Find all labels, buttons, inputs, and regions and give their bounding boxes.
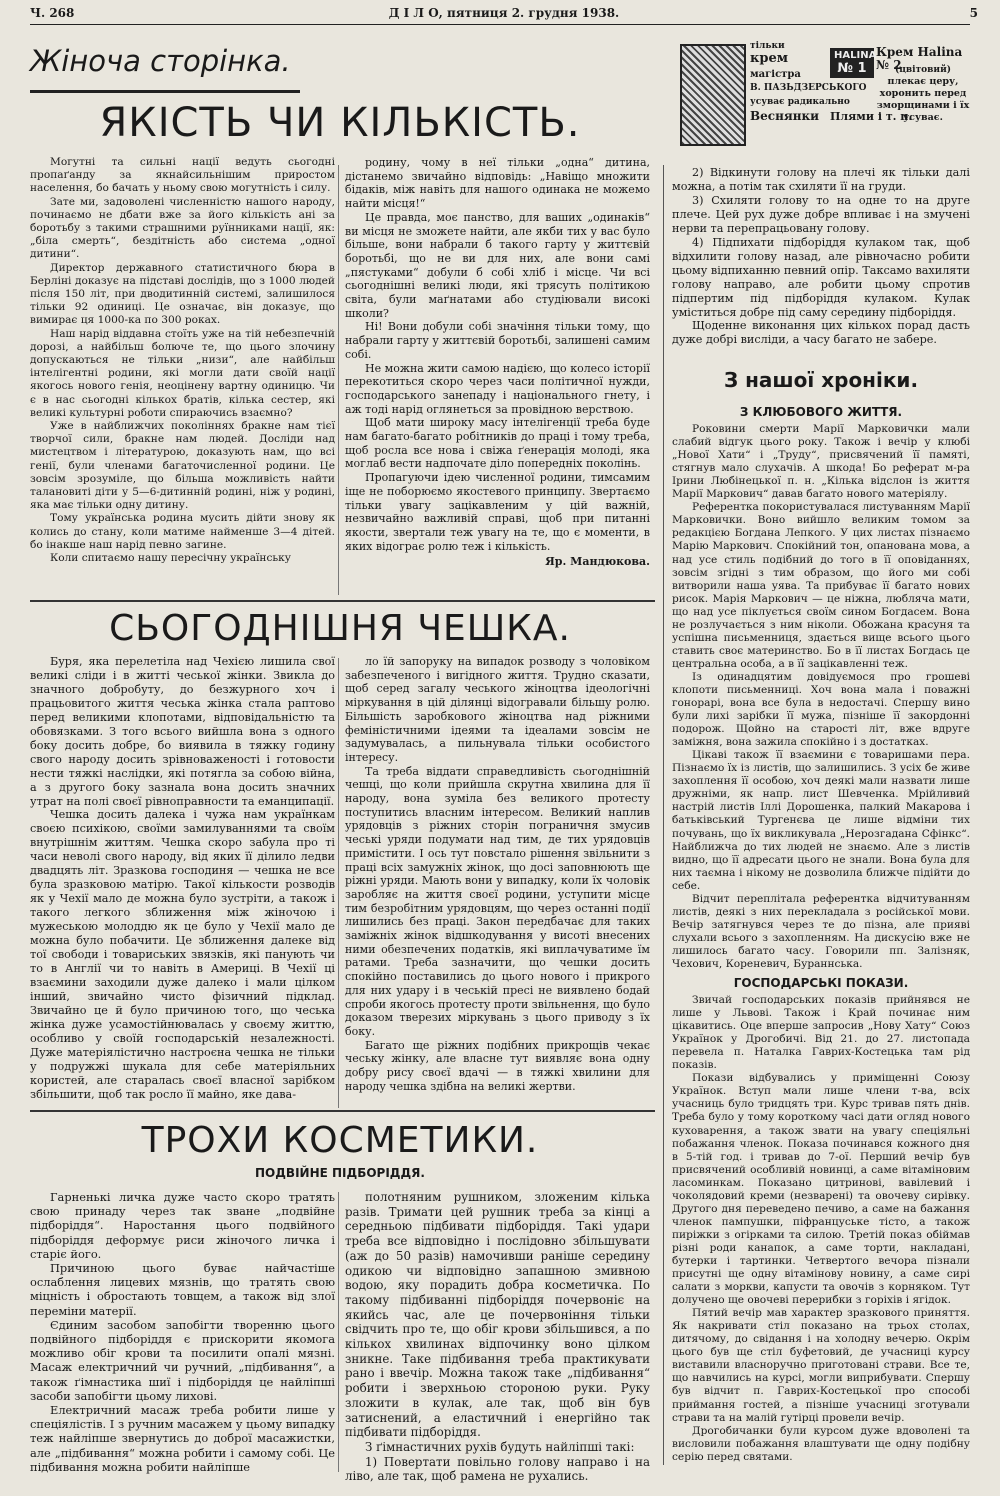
article2-paragraph: Буря, яка перелетіла над Чехією лишила свої великі сліди і в житті чеської жінки. Звикла до значного добробуту, до безжурного хоч і працьовитого життя чеська жінка стала раптово перед великими клопотами, відповідальністю та обовязками. З того всього вийшла вона з одного боку досить добре, бо виявила в тяжку годину свого народу досить зрівноваженості і готовости нести тяжкі наслідки, які потягла за собою війна, а з другого боку зазнала вона досить значних утрат на полі своєї рівноправности та еманципації. (30, 655, 335, 808)
page-number: 5 (969, 6, 978, 20)
article2-col2 (345, 655, 650, 1094)
woman-face-illustration (680, 44, 746, 146)
article2-col1 (30, 655, 335, 1102)
masthead-rule (30, 24, 970, 25)
column-rule (338, 165, 339, 595)
article3-paragraph: полотняним рушником, зложеним кілька разів. Тримати цей рушник треба за кінці а середньою підбивати підборіддя. Такі удари треба все відповідно і послідовно збільшувати (аж до 50 разів) намочивши раніше середину одикою чи відповідно запашною змивною водою, яку порадить добра косметичка. По такому підбиванні підборіддя почервоніє на якийсь час, але це почервоніння тільки свідчить про те, що обіг крови збільшився, а по кількох хвилинах відпочинку воно цілком зникне. Таке підбивання треба практикувати рано і ввечір. Можна також таке „підбивання“ робити і зверхньою стороною руки. Руку зложити в кулак, але так, щоб він був затиснений, а еластичний і енергійно так підбивати підборіддя. (345, 1190, 650, 1440)
article1-paragraph: Пропагуючи ідею численної родини, тимсамим іще не поборюємо якостевого принципу. Звертаємо тільки увагу зацікавленим у цій важній, незвичайно важливій справі, щоб при питанні якости, звертали теж увагу на те, що є моменти, в яких відограє ролю теж і кількість. (345, 471, 650, 553)
article1-paragraph: родину, чому в неї тільки „одна“ дитина, дістанемо звичайно відповідь: „Навіщо множити бідаків, між навіть для нашого одинака не можемо найти місця!“ (345, 156, 650, 211)
article3-col1 (30, 1190, 335, 1474)
chronicle-paragraph: Дрогобичанки були курсом дуже вдоволені та висловили побажання влаштувати ще одну подібну серію перед святами. (672, 1424, 970, 1463)
chronicle-paragraph: Цікаві також її взаємини є товаришами пера. Пізнаємо їх із листів, що залишились. З усіх бе живе захоплення її особою, хоч деякі мали назвати лише дружніми, як напр. лист Шевченка. Мрійливий настрій листів Іллі Дорошенка, палкий Макарова і батьківський Тургенєва це лише відміни тих почувань, що їх викликувала „Нерозгадана Сфінкс“. Найближча до тих людей не знаємо. Але з листів видно, що її адресати цього не знали. Вона була для них таємна і нікому не дозволила ближче підійти до себе. (672, 749, 970, 892)
ad-magistra: магістра (750, 69, 801, 80)
exercise-item: 3) Схиляти голову то на одне то на друге плече. Цей рух дуже добре впливає і на змучені нерви та перепрацьовану голову. (672, 193, 970, 235)
ad-only: тільки (750, 41, 785, 51)
article1-signature: Яр. Мандюкова. (545, 555, 650, 569)
chronicle-subhead-econ: ГОСПОДАРСЬКІ ПОКАЗИ. (733, 976, 909, 991)
article3-paragraph: 1) Повертати повільно голову направо і на ліво, але так, щоб рамена не рухались. (345, 1454, 650, 1484)
article1-paragraph: Могутні та сильні нації ведуть сьогодні пропаґанду за якнайсильнішим приростом населення, бо бачать у ньому свою могутність і силу. (30, 156, 335, 195)
halina-cream-ad (680, 40, 970, 152)
chronicle-paragraph: Покази відбувались у приміщенні Союзу Українок. Вступ мали лише члени т-ва, всіх учасниць було тридцять три. Курс тривав пять днів. Треба було у тому короткому часі дати огляд нового куховарення, а також звати на увагу спеціяльні побажання членок. Показа починався кожного дня в 5-тій год. і тривав до 7-ої. Перший вечір був присвячений особливій новинці, а саме вітаміновим ласоминкам. Показано цитринові, вавілевий і чоколядовий креми (незварені) та овочеву сирівку. Другого дня переведено печиво, а саме на бажання членок пампушки, піфранцуське тісто, а також пиріжки з огірками та силою. Третій показ обіймав різні роди канапок, а саме торти, накладані, бутерки і тартинки. Четвертого вечора пізнали присутні ще одну вітамінову новину, а саме сирі салати з моркви, капусти та овочів з корняком. Тут долучено ще овочеві перерибки з горіхів і ягідок. (672, 1072, 970, 1307)
ad-krem2-text: плекає церу, хоронить перед зморщинами і їх усуває. (876, 76, 970, 123)
article2-paragraph: Чешка досить далека і чужа нам українкам своєю психікою, своїми замилуваннями та своїм внутрішнім життям. Чешка скоро забула про ті часи неволі свого народу, від яких її ділило ледви двадцять літ. Зразкова господиня — чешка не все була зразковою матірю. Такої кількости розводів як у Чехії мало де можна було зустріти, а також і такого легкого зближення між жіночою і мужеською молоддю як це було у Чехії мало де можна було побачити. Це зближення далеке від тої свободи і товариських звязків, які панують чи то в Англії чи то навіть в Америці. В Чехії ці взаємини заходили дуже далеко і мали цілком інший, звичайно чисто фізичний підклад. Звичайно це й було причиною того, що чеська жінка дуже усамостійнювалась у своєму життю, особливо у своїй господарській незалежності. Дуже матеріялістично настроєна чешка не тільки у подружжі шукала для себе матеріяльних користей, але старалась своєї власної зарібком збільшити, щоб так росло її майно, яке дава- (30, 808, 335, 1101)
article1-paragraph: Тому українська родина мусить дійти знову як колись до стану, коли матиме найменше 3—4 дітей. бо інакше наш нарід певно загине. (30, 512, 335, 551)
article2-title: СЬОГОДНІШНЯ ЧЕШКА. (109, 608, 571, 649)
issue-number: Ч. 268 (30, 6, 75, 20)
article1-col2 (345, 156, 650, 569)
chronicle-paragraph: Відчит переплітала референтка відчитуванням листів, деякі з них перекладала з російської мови. Вечір затягнувся через те до пізна, але прияві слухали всього з захопленням. На дискусію вже не лишилось багато часу. Говорили пп. Залізняк, Чехович, Кореневич, Бураннська. (672, 892, 970, 970)
exercise-item: 2) Відкинути голову на плечі як тільки далі можна, а потім так схиляти її на груди. (672, 166, 970, 193)
chronicle-column (672, 400, 970, 1464)
chronicle-subhead-club: З КЛЮБОВОГО ЖИТТЯ. (739, 405, 903, 419)
article1-paragraph: Це правда, моє панство, для ваших „одинаків“ ви місця не зможете найти, але якби тих у вас було більше, вони набрали б такого гарту у життєвій боротьбі, що не ви для них, але вони самі „пястуками“ добули б собі хліб і місце. Чи всі сьогоднішні великі люди, які трясуть політикою світа, були маґнатами або студіювали високі школи? (345, 210, 650, 320)
ad-krem2-note: (цвітовий) (894, 65, 952, 75)
ad-spots: Плями і т. п. (830, 110, 913, 123)
ad-freckles: Веснянки (750, 109, 820, 123)
article3-paragraph: Єдиним засобом запобігти творенню цього подвійного підборіддя є прискорити якомога можливо обіг крови та посилити опалі мязні. Масаж електричний чи ручний, „підбивання“, а також ґімнастика шиї і підборіддя це найліпші засоби запобігти цьому лихові. (30, 1317, 335, 1403)
article3-paragraph: Причиною цього буває найчастіше ослаблення лицевих мязнів, що тратять свою міцність і обростають товщем, а також від злої переміни матерії. (30, 1261, 335, 1318)
article1-paragraph: Уже в найближчих поколіннях бракне нам тієї творчої сили, бракне нам людей. Досліди над мистецтвом і літературою, доказують нам, що всі генії, були членами багаточисленної родини. Це зовсім зрозуміле, що більша можливість найти талановиті діти у 5—6-дитинній родині, ніж у родині, яка має тільки одну дитину. (30, 420, 335, 512)
chronicle-paragraph: Роковини смерти Марії Марковички мали слабий відгук цього року. Також і вечір у клюбі „Нової Хати“ і „Труду“, присвячений її памяті, стягнув мало слухачів. А шкода! Бо реферат м-ра Ірини Любінецької п. н. „Кілька відслон із життя Марії Маркович“ давав багато нового матеріялу. (672, 423, 970, 501)
masthead-center (30, 6, 978, 20)
exercise-item: 4) Підпихати підборіддя кулаком так, щоб відхилити голову назад, але рівночасно робити цьому відпиханню певний опір. Таксамо вахиляти голову направо, але робити цьому спротив підпертим під підборіддя кулаком. Кулак уміститься добре під саму середину підборіддя. (672, 235, 970, 319)
article3-paragraph: Гарненькі личка дуже часто скоро тратять свою принаду через так зване „подвійне підборіддя“. Наростання цього подвійного підборіддя деформує риси жіночого личка і старіє його. (30, 1190, 335, 1261)
issue-date: пятниця 2. грудня 1938. (447, 6, 620, 20)
article-divider (30, 1110, 655, 1112)
paper-name: Д І Л О, (388, 6, 443, 20)
article2-paragraph: Та треба віддати справедливість сьогоднішній чешці, що коли прийшла скрутна хвилина для її народу, вона зуміла без великого протесту поступитись власним інтересом. Великий наплив урядовців з ріжних сторін пограничня змусив чеські уряди подумати над тим, де тих урядовців примістити. І ось тут повстало рішення звільнити з праці всіх замужніх жінок, що досі заповнюють ще ріжні уряди. Мають вони у випадку, коли їх чоловік заробляє на життя своєї родини, уступити місце тим безробітним урядовцям, що через останні події лишились без праці. Закон передбачає для таких заміжніх жінок відшкодування у висоті внесених ними обезпечених податків, які виплачуватиме їм ратами. Треба зазначити, що чешки досить спокійно поставились до цього нового і прикрого для них удару і в чеській пресі не виявлено бодай спроби якогось протесту проти звільнення, що було доказом тверезих міркувань з цього приводу з їх боку. (345, 764, 650, 1038)
article1-paragraph: Наш нарід віддавна стоїть уже на тій небезпечній дорозі, а найбільш болюче те, що цього злочину допускаються не тільки „низи“, але найбільш інтелігентні родини, які могли дати своїй нації якогось нового генія, неоцінену вартну одиницю. Чи є в нас сьогодні кількох братів, кілька сестер, які великі культурні роботи спираючись взаємно? (30, 327, 335, 419)
article1-paragraph: Не можна жити самою надією, що колесо історії перекотиться скоро через часи політичної нужди, господарського занепаду і національного гнету, і аж тоді нарід оглянеться за провідною верствою. (345, 361, 650, 416)
chronicle-paragraph: Звичай господарських показів прийнявся не лише у Львові. Також і Край починає ним цікавитись. Оце вперше запросив „Нову Хату“ Союз Українок у Дрогобичі. Від 21. до 27. листопада перевела п. Наталка Гаврих-Костецька там рід показів. (672, 994, 970, 1072)
article1-paragraph: Директор державного статистичного бюра в Берліні доказує на підставі дослідів, що з 1000 людей після 150 літ, при дводитинній системі, залишилося тільки 92 одиниці. Це означає, він доказує, що вимирає ця 1000-ка по 300 роках. (30, 261, 335, 327)
section-title-rule (30, 90, 300, 93)
halina-brand: HALINA (834, 50, 877, 61)
ad-krem: крем (750, 51, 789, 66)
halina-number: № 1 (837, 61, 867, 76)
article3-paragraph: З ґімнастичних рухів будуть найліпші такі: (365, 1439, 635, 1454)
article3-paragraph: Електричний масаж треба робити лише у спеціялістів. І з ручним масажем у цьому випадку теж найліпше звернутись до доброї масажистки, але „підбивання“ можна робити і самому собі. Це підбивання можна робити найліпше (30, 1403, 335, 1474)
chronicle-title: З нашої хроніки. (723, 368, 919, 392)
ad-removes: усуває радикально (750, 97, 850, 107)
halina-1-label (830, 48, 877, 78)
article-divider (30, 600, 655, 602)
article1-col1 (30, 156, 335, 565)
article1-paragraph: Ні! Вони добули собі значіння тільки тому, що набрали гарту у життєвій боротьбі, залишені самим собі. (345, 320, 650, 361)
article1-title: ЯКІСТЬ ЧИ КІЛЬКІСТЬ. (99, 100, 581, 146)
article2-paragraph: ло їй запоруку на випадок розводу з чоловіком забезпеченого і вигідного життя. Трудно сказати, щоб серед загалу чеського жіноцтва ідеологічні міркування в цій ділянці відогравали більшу ролю. Більшість заробкового жіноцтва над ріжними феміністичними ідеями та ідеалами зовсім не задумувалась, а пильнувала тільки особистого інтересу. (345, 655, 650, 764)
chronicle-paragraph: Референтка покористувалася листуванням Марії Марковички. Воно вийшло великим томом за редакцією Богдана Лепкого. У цих листах пізнаємо Марію Маркович. Спокійний тон, опанована мова, а над усе стиль подібний до того в її оповіданнях, зовсім згідні з тим образом, що його ми собі витворили наша уява. Та прибуває її багато нових рисок. Марія Маркович — це ніжна, любляча мати, що над усе піклується своїм сином Богдасем. Вона не розлучається з ним ніколи. Обожана красуня та успішна письменниця, здається вище всього цього ставить своє материнство. Бо в її листах Богдась це центральна особа, а в її зацікавленні теж. (672, 501, 970, 670)
ad-krem2: Крем Halina № 2 (876, 45, 963, 72)
article3-title: ТРОХИ КОСМЕТИКИ. (141, 1120, 539, 1161)
column-rule (338, 658, 339, 1108)
article3-col2 (345, 1190, 650, 1484)
article1-paragraph: Щоб мати широку масу інтелігенції треба буде нам багато-багато робітників до праці і тому треба, щоб росла все нова і свіжа ґенерація молоді, яка моглаб вести надпочате діло попередніх поколінь. (345, 416, 650, 471)
right-top-exercises (672, 166, 970, 347)
article3-subtitle: ПОДВІЙНЕ ПІДБОРІДДЯ. (255, 1166, 425, 1180)
ad-maker: В. ПАЗЬДЗЕРСЬКОГО (750, 83, 867, 93)
column-rule (338, 1192, 339, 1472)
section-title: Жіноча сторінка. (30, 44, 291, 78)
article1-paragraph: Зате ми, задоволені численністю нашого народу, починаємо не дбати вже за його кількість ані за боротьбу з такими страшними руїнниками нації, як: „біла смерть“, бездітність або система „одної дитини“. (30, 195, 335, 261)
chronicle-paragraph: Пятий вечір мав характер зразкового приняття. Як накривати стіл показано на трьох столах, дитячому, до свідання і на холодну вечерю. Окрім цього був ще стіл буфетовий, де учасниці курсу виставили власноручно приготовані страви. Все те, що навчились на курсі, могли виприбувати. Спершу був відчит п. Гаврих-Костецької про способі приймання гостей, а пізніше учасниці зготували страви та на малій гутірці провели вечір. (672, 1307, 970, 1424)
column-rule (663, 165, 664, 1465)
exercise-item: Щоденне виконання цих кількох порад дасть дуже добрі висліди, а часу багато не забере. (672, 319, 970, 347)
article2-paragraph: Багато ще ріжних подібних прикрощів чекає чеську жінку, але власне тут виявляє вона одну добру рису своєї вдачі — в тяжкі хвилини для народу чешка здібна на великі жертви. (345, 1038, 650, 1093)
chronicle-paragraph: Із одинадцятим довідуємося про грошеві клопоти письменниці. Хоч вона мала і поважні гонорарі, вона все була в недостачі. Спершу вино були лихі зарібки її мужа, пізніше її закордонні подорож. Щойно на старості літ, вже вдруге заміжня, вона зажила спокійно і з достатках. (672, 670, 970, 749)
article1-paragraph: Коли спитаємо нашу пересічну українську (50, 552, 292, 565)
masthead (30, 6, 978, 22)
